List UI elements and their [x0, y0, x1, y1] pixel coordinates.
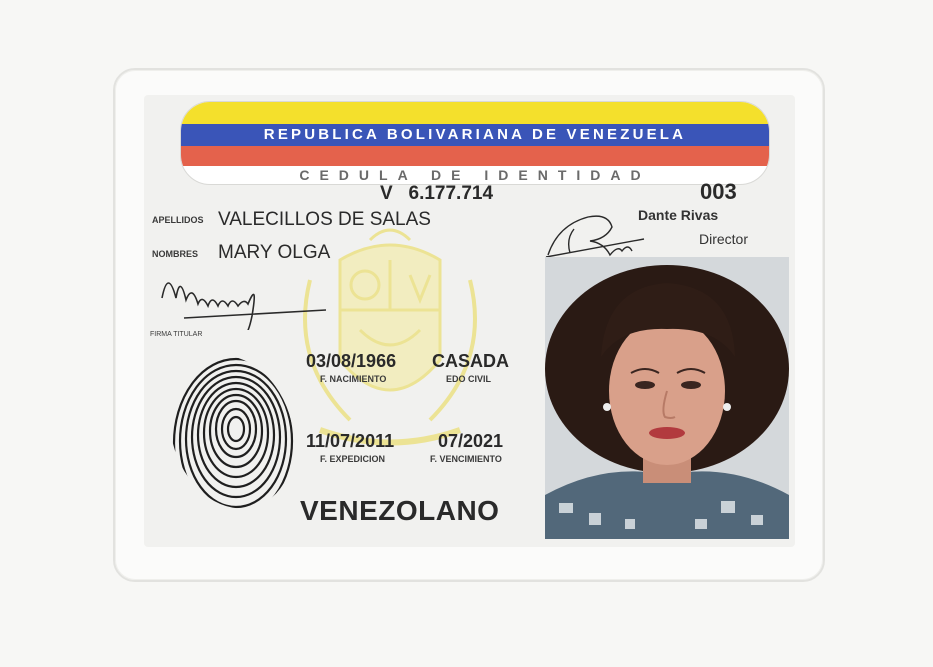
director-title: Director: [699, 231, 749, 247]
fingerprint-icon: [166, 349, 298, 515]
apellidos-value: VALECILLOS DE SALAS: [218, 209, 431, 230]
flag-stripe-red: [181, 146, 769, 166]
apellidos-label: APELLIDOS: [152, 215, 204, 225]
firma-label: FIRMA TITULAR: [150, 331, 203, 338]
nationality: VENEZOLANO: [300, 495, 500, 526]
flag-header: [180, 101, 770, 185]
civil-status: CASADA: [432, 351, 510, 371]
nombres-value: MARY OLGA: [218, 242, 331, 263]
id-number: V 6.177.714: [380, 183, 494, 204]
issue-date: 11/07/2011: [306, 431, 395, 451]
holder-signature: [156, 260, 326, 330]
holder-photo: [545, 257, 789, 539]
civil-status-label: EDO CIVIL: [446, 374, 492, 384]
portrait-image: [545, 257, 789, 539]
director-name: Dante Rivas: [638, 207, 719, 223]
nombres-label: NOMBRES: [152, 249, 199, 259]
flag-stripe-yellow: [181, 102, 769, 124]
document-type: CEDULA DE IDENTIDAD: [299, 167, 651, 183]
birth-date-label: F. NACIMIENTO: [320, 374, 387, 384]
birth-date: 03/08/1966: [306, 351, 397, 371]
republic-title: REPUBLICA BOLIVARIANA DE VENEZUELA: [263, 126, 687, 143]
expiry-date-label: F. VENCIMIENTO: [430, 454, 502, 464]
expiry-date: 07/2021: [438, 431, 504, 451]
issue-date-label: F. EXPEDICION: [320, 454, 386, 464]
card-code: 003: [700, 179, 737, 204]
id-card: [144, 95, 795, 547]
